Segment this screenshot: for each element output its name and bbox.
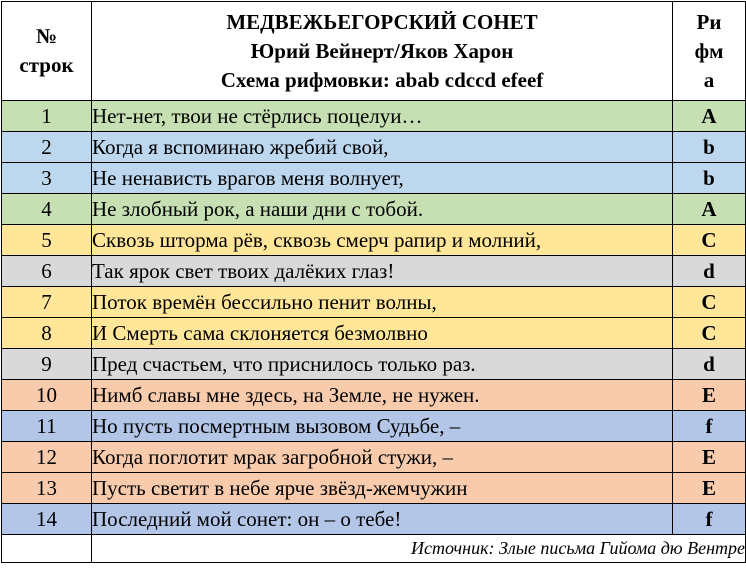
rhyme-letter: b [673,132,746,163]
poem-line: Пред счастьем, что приснилось только раз. [92,349,673,380]
table-row [2,473,746,504]
rhyme-header [673,2,746,101]
line-number: 10 [2,380,92,411]
table-row [2,132,746,163]
line-number: 3 [2,163,92,194]
table-row [2,349,746,380]
rhyme-header-part-2: фм [694,38,724,63]
poem-line: Когда поглотит мрак загробной стужи, – [92,442,673,473]
poem-line: Поток времён бессильно пенит волны, [92,287,673,318]
line-number: 5 [2,225,92,256]
table-row [2,194,746,225]
poem-line: И Смерть сама склоняется безмолвно [92,318,673,349]
poem-line: Не ненависть врагов меня волнует, [92,163,673,194]
rhyme-letter: f [673,411,746,442]
line-number: 13 [2,473,92,504]
rhyme-letter: f [673,504,746,535]
line-number: 1 [2,101,92,132]
rhyme-letter: b [673,163,746,194]
poem-line: Но пусть посмертным вызовом Судьбе, – [92,411,673,442]
table-row [2,256,746,287]
rhyme-header-part-3: а [703,67,715,92]
poem-line: Не злобный рок, а наши дни с тобой. [92,194,673,225]
footer-row [2,535,746,563]
rhyme-letter: d [673,349,746,380]
line-number-header-symbol: № [35,24,58,48]
poem-line: Так ярок свет твоих далёких глаз! [92,256,673,287]
poem-line: Сквозь шторма рёв, сквозь смерч рапир и молний, [92,225,673,256]
table-row [2,504,746,535]
poem-line: Последний мой сонет: он – о тебе! [92,504,673,535]
rhyme-letter: E [673,473,746,504]
rhyme-scheme: Схема рифмовки: abab cdccd efeef [220,67,544,92]
rhyme-header-part-1: Ри [696,9,722,34]
poem-line: Когда я вспоминаю жребий свой, [92,132,673,163]
poem-title: МЕДВЕЖЬЕГОРСКИЙ СОНЕТ [226,9,538,34]
rhyme-letter: E [673,442,746,473]
header-row [2,2,746,101]
rhyme-letter: A [673,101,746,132]
sonnet-table [1,1,746,563]
source-note: Источник: Злые письма Гийома дю Вентре [92,535,746,563]
rhyme-letter: A [673,194,746,225]
line-number: 4 [2,194,92,225]
table-row [2,287,746,318]
rhyme-letter: C [673,287,746,318]
line-number: 14 [2,504,92,535]
rhyme-letter: C [673,318,746,349]
poem-line: Пусть светит в небе ярче звёзд-жемчужин [92,473,673,504]
poem-authors: Юрий Вейнерт/Яков Харон [250,38,514,63]
line-number: 6 [2,256,92,287]
rhyme-letter: C [673,225,746,256]
rhyme-letter: E [673,380,746,411]
poem-line: Нимб славы мне здесь, на Земле, не нужен. [92,380,673,411]
line-number: 12 [2,442,92,473]
table-row [2,411,746,442]
line-number: 8 [2,318,92,349]
table-row [2,380,746,411]
table-row [2,101,746,132]
table-row [2,225,746,256]
table-row [2,442,746,473]
footer-empty-cell [2,535,92,563]
line-number: 7 [2,287,92,318]
poem-line: Нет-нет, твои не стёрлись поцелуи… [92,101,673,132]
title-header [92,2,673,101]
line-number: 11 [2,411,92,442]
line-number: 2 [2,132,92,163]
line-number: 9 [2,349,92,380]
line-number-header-label: строк [19,53,74,77]
rhyme-letter: d [673,256,746,287]
line-number-header [2,2,92,101]
poem-lines [2,101,746,535]
table-row [2,163,746,194]
table-row [2,318,746,349]
